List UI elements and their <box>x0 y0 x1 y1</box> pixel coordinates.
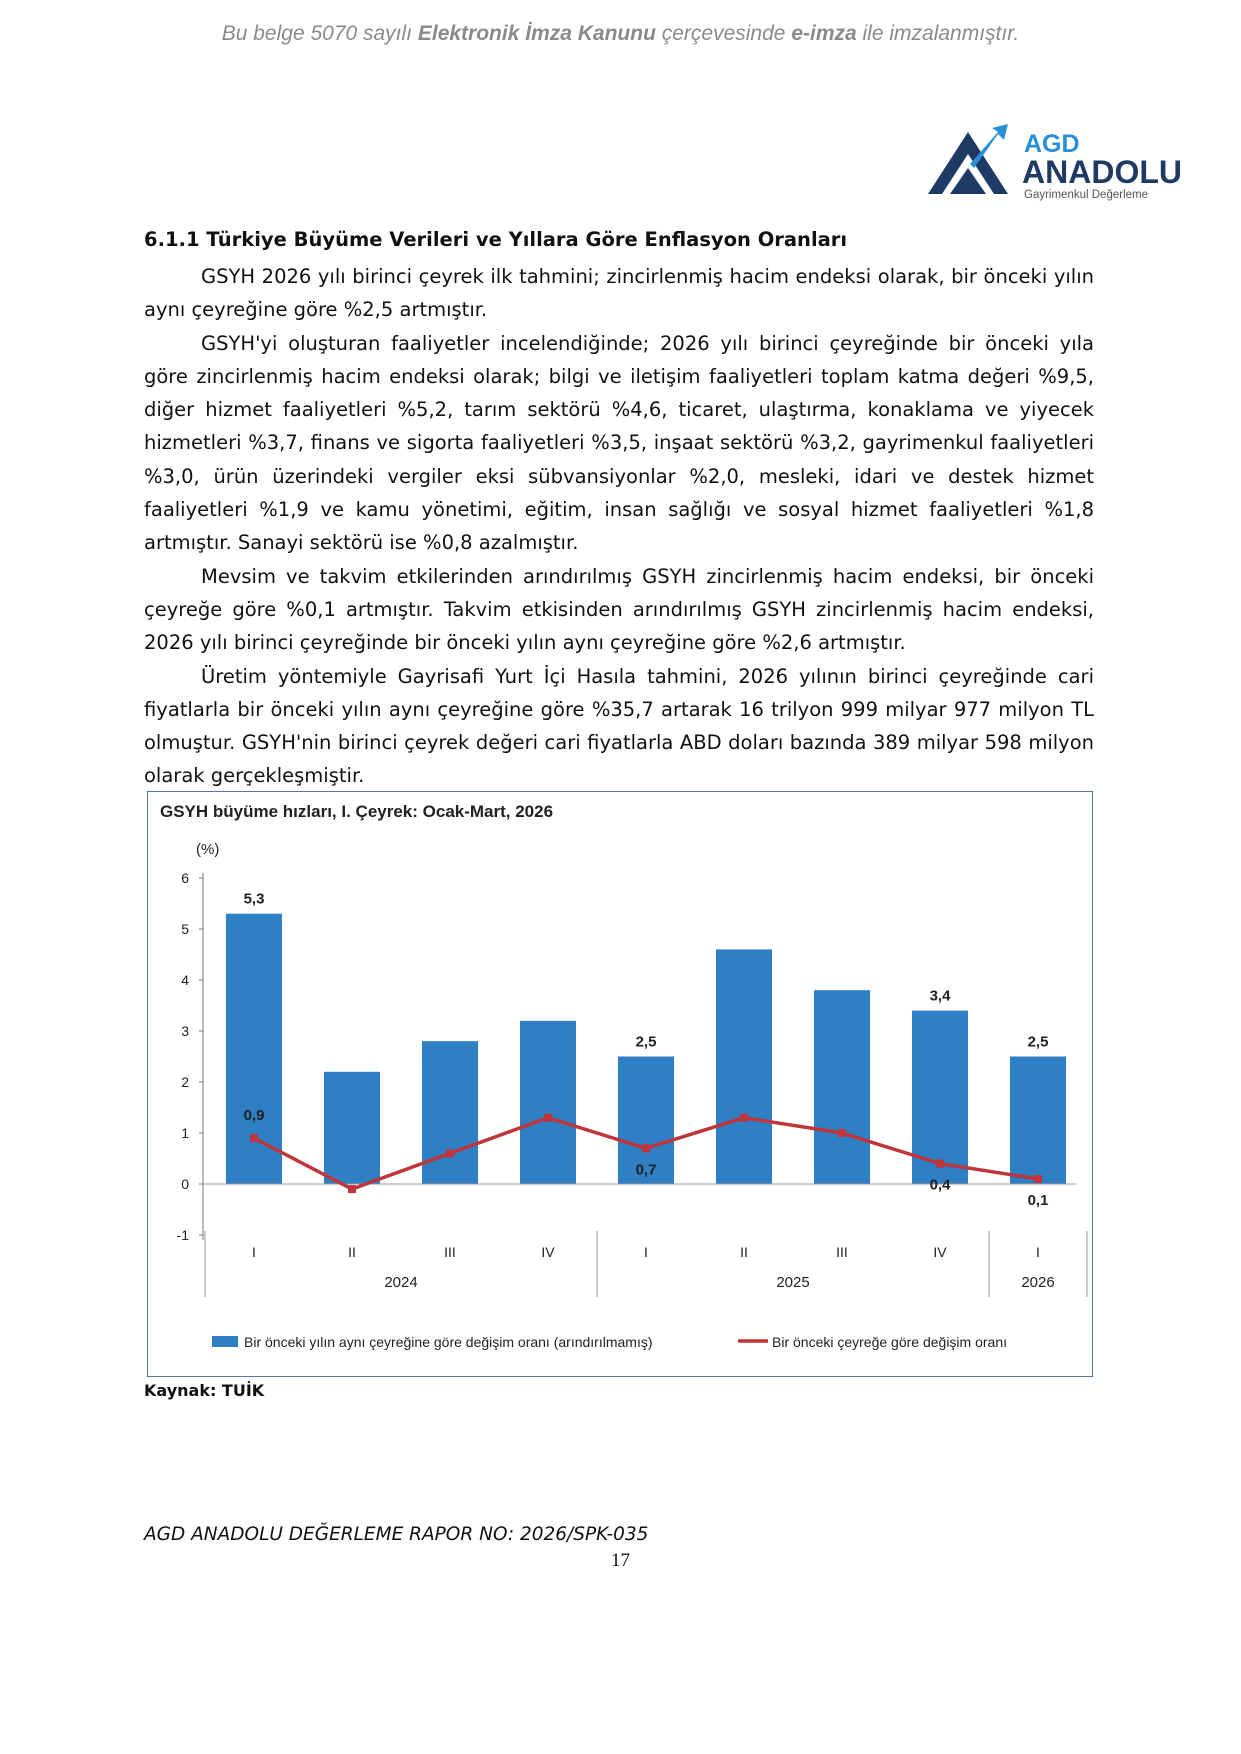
esignature-notice: Bu belge 5070 sayılı Elektronik İmza Kanunu çerçevesinde e-imza ile imzalanmıştır. <box>221 22 1020 45</box>
y-tick-label: 2 <box>181 1074 189 1090</box>
x-category-label: I <box>644 1244 648 1260</box>
line-point <box>544 1114 552 1122</box>
line-point <box>936 1160 944 1168</box>
x-category-label: II <box>740 1244 748 1260</box>
bar-data-label: 3,4 <box>929 987 951 1005</box>
y-tick-label: -1 <box>176 1227 189 1243</box>
report-number: AGD ANADOLU DEĞERLEME RAPOR NO: 2026/SPK-035 <box>144 1524 649 1545</box>
bar <box>324 1072 380 1184</box>
x-category-label: IV <box>933 1244 947 1260</box>
x-year-label: 2026 <box>1021 1274 1055 1291</box>
y-tick-label: 6 <box>181 870 189 886</box>
x-category-label: I <box>1036 1244 1040 1260</box>
legend-bar-label: Bir önceki yılın aynı çeyreğine göre değişim oranı (arındırılmamış) <box>244 1334 653 1350</box>
bar <box>814 990 870 1184</box>
line-data-label: 0,9 <box>243 1107 265 1125</box>
x-category-label: I <box>252 1244 256 1260</box>
y-tick-label: 4 <box>181 972 189 988</box>
section-heading: 6.1.1 Türkiye Büyüme Verileri ve Yıllara Göre Enflasyon Oranları <box>144 228 848 251</box>
line-point <box>250 1134 258 1142</box>
line-data-label: 0,7 <box>635 1161 657 1179</box>
bar-data-label: 2,5 <box>635 1033 657 1051</box>
x-category-label: II <box>348 1244 356 1260</box>
line-point <box>1034 1175 1042 1183</box>
x-year-label: 2024 <box>384 1274 418 1291</box>
page-number: 17 <box>611 1550 630 1571</box>
logo-mark <box>928 122 1204 202</box>
bar <box>1010 1057 1066 1185</box>
legend-bar-swatch <box>212 1336 238 1347</box>
agd-anadolu-logo <box>928 122 1204 202</box>
line-point <box>446 1149 454 1157</box>
bar <box>226 914 282 1184</box>
chart-title: GSYH büyüme hızları, I. Çeyrek: Ocak-Mart, 2026 <box>160 802 554 821</box>
logo-text-subtitle: Gayrimenkul Değerleme <box>1024 189 1148 201</box>
line-point <box>642 1144 650 1152</box>
bar <box>520 1021 576 1184</box>
bar-data-label: 2,5 <box>1027 1033 1049 1051</box>
paragraph-4: Üretim yöntemiyle Gayrisafi Yurt İçi Hasıla tahmini, 2026 yılının birinci çeyreğinde cari fiyatlarla bir önceki yılın aynı çeyreğine göre %35,7 artarak 16 trilyon 999 milyar 977 milyon TL olmuştur. GSYH'nin birinci çeyrek değeri cari fiyatlarla ABD doları bazında 389 milyar 598 milyon olarak gerçekleşmiştir. <box>144 664 1094 788</box>
logo-text-anadolu: ANADOLU <box>1022 154 1182 190</box>
line-data-label: 0,1 <box>1027 1191 1049 1209</box>
y-tick-label: 1 <box>181 1125 189 1141</box>
x-year-label: 2025 <box>776 1274 810 1291</box>
bar <box>716 949 772 1184</box>
line-point <box>348 1185 356 1193</box>
x-category-label: IV <box>541 1244 555 1260</box>
logo-text-agd: AGD <box>1024 130 1080 158</box>
y-tick-label: 0 <box>181 1176 189 1192</box>
chart-y-axis-label: (%) <box>196 841 220 858</box>
line-point <box>740 1114 748 1122</box>
x-category-label: III <box>836 1244 848 1260</box>
section-content <box>144 226 1094 793</box>
y-tick-label: 5 <box>181 921 189 937</box>
line-point <box>838 1129 846 1137</box>
legend-line-label: Bir önceki çeyreğe göre değişim oranı <box>772 1334 1008 1350</box>
paragraph-1: GSYH 2026 yılı birinci çeyrek ilk tahmini; zincirlenmiş hacim endeksi olarak, bir önceki yılın aynı çeyreğine göre %2,5 artmıştır. <box>144 265 1094 322</box>
paragraph-3: Mevsim ve takvim etkilerinden arındırılmış GSYH zincirlenmiş hacim endeksi, bir önceki çeyreğe göre %0,1 artmıştır. Takvim etkisinden arındırılmış GSYH zincirlenmiş hacim endeksi, 2026 yılı birinci çeyreğinde bir önceki yılın aynı çeyreğine göre %2,6 artmıştır. <box>144 564 1094 655</box>
paragraph-2: GSYH'yi oluşturan faaliyetler incelendiğinde; 2026 yılı birinci çeyreğinde bir önceki yıla göre zincirlenmiş hacim endeksi olarak; bilgi ve iletişim faaliyetleri toplam katma değeri %9,5, diğer hizmet faaliyetleri %5,2, tarım sektörü %4,6, ticaret, ulaştırma, konaklama ve yiyecek hizmetleri %3,7, finans ve sigorta faaliyetleri %3,5, inşaat sektörü %3,2, gayrimenkul faaliyetleri %3,0, ürün üzerindeki vergiler eksi sübvansiyonlar %2,0, mesleki, idari ve destek hizmet faaliyetleri %1,9 ve kamu yönetimi, eğitim, insan sağlığı ve sosyal hizmet faaliyetleri %1,8 artmıştır. Sanayi sektörü ise %0,8 azalmıştır. <box>144 331 1094 555</box>
gdp-growth-chart <box>147 791 1093 1377</box>
chart-canvas <box>148 792 1091 1375</box>
chart-source: Kaynak: TUİK <box>144 1381 265 1400</box>
bar <box>422 1041 478 1184</box>
y-tick-label: 3 <box>181 1023 189 1039</box>
bar-data-label: 5,3 <box>243 890 265 908</box>
line-data-label: 0,4 <box>929 1176 951 1194</box>
x-category-label: III <box>444 1244 456 1260</box>
